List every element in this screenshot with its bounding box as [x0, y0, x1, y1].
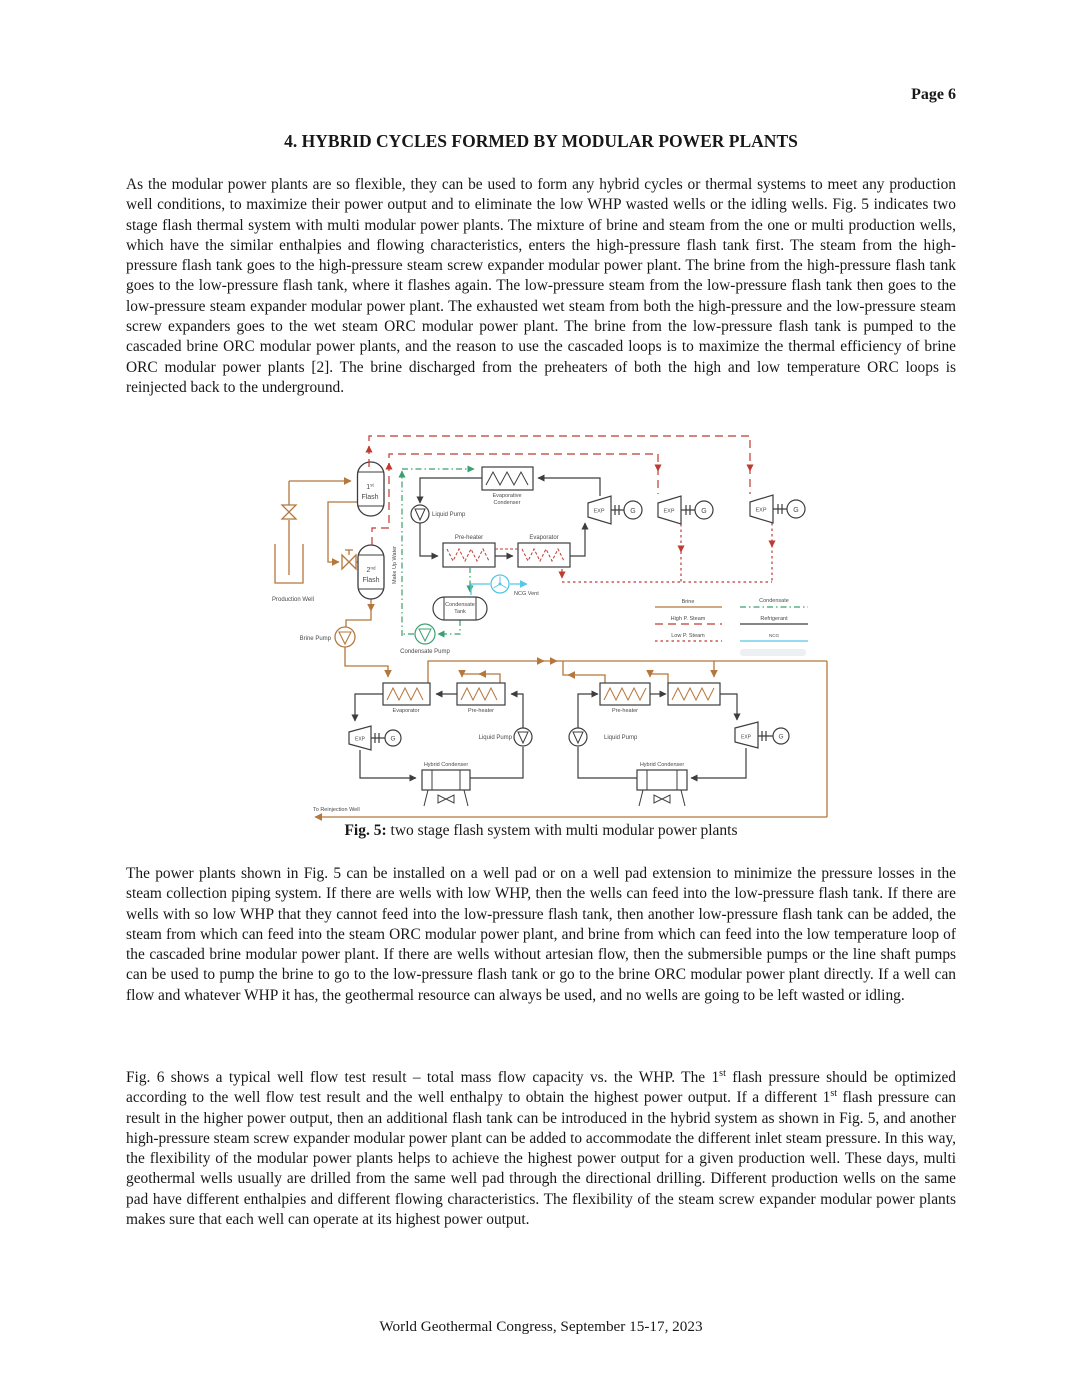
paragraph-3-part-b: flash pressure should be optimized according to the well flow test result and the well enthalpy to obtain the highest power output. If a different 1 [126, 1069, 956, 1107]
bottom-right-expander-generator [735, 722, 789, 748]
high-pressure-steam-lines [369, 436, 750, 545]
paragraph-3 [126, 1068, 956, 1230]
paragraph-2: The power plants shown in Fig. 5 can be installed on a well pad or on a well pad extension to minimize the pressure losses in the steam collection piping system. If there are wells with low WHP, then the wells can feed into the low-pressure flash tank. If there are wells with so low WHP that they cannot feed into the low-pressure flash tank, then another low-pressure flash tank can be added, the steam from which can feed into the steam ORC modular power plant, and brine from which can feed into the low temperature loop of the cascaded brine modular power plant. If there are wells without artesian flow, then the submersible pumps or the line shaft pumps can be used to pump the brine to go to the low-pressure flash tank or go to the brine ORC modular power plant directly. If a well can flow and whatever WHP it has, the geothermal resource can always be used, and no wells are going to be left wasted or idling. [126, 865, 956, 1004]
svg-text:Flash: Flash [361, 494, 379, 501]
brine-pump [335, 627, 355, 647]
svg-text:Condensate: Condensate [445, 602, 475, 608]
svg-text:Brine: Brine [681, 599, 695, 605]
figure-caption-label: Fig. 5: [344, 822, 387, 839]
condensate-tank [433, 597, 487, 620]
top-evaporator [495, 535, 570, 567]
svg-text:1st: 1st [366, 482, 374, 491]
page-number: Page 6 [911, 86, 956, 103]
superscript-st: st [830, 1088, 838, 1100]
svg-text:Condensate Pump: Condensate Pump [400, 649, 450, 655]
svg-text:NCG: NCG [769, 633, 779, 638]
svg-text:Liquid Pump: Liquid Pump [432, 512, 466, 518]
svg-text:Condenser: Condenser [493, 500, 521, 506]
svg-text:2nd: 2nd [366, 565, 376, 574]
svg-text:High P. Steam: High P. Steam [670, 616, 706, 622]
svg-text:Condensate: Condensate [759, 598, 789, 604]
svg-text:G: G [778, 733, 784, 741]
bottom-right-pre-heater [600, 683, 650, 714]
to-reinjection-well-label: To Reinjection Well [313, 807, 360, 813]
svg-text:Evaporator: Evaporator [392, 708, 420, 714]
condensate-pump [400, 624, 450, 655]
svg-text:Hybrid Condenser: Hybrid Condenser [639, 762, 685, 768]
svg-text:Hybrid Condenser: Hybrid Condenser [423, 762, 469, 768]
fan-icon [438, 795, 454, 803]
svg-text:EXP: EXP [740, 734, 752, 741]
footer-text: World Geothermal Congress, September 15-17, 2023 [379, 1318, 703, 1335]
svg-text:Evaporator: Evaporator [529, 535, 559, 541]
section-title: 4. HYBRID CYCLES FORMED BY MODULAR POWER PLANTS [284, 131, 798, 151]
svg-text:EXP: EXP [354, 736, 366, 743]
first-flash-tank [358, 462, 385, 516]
svg-text:Refrigerant: Refrigerant [760, 616, 788, 622]
paragraph-3-part-c: flash pressure can result in the higher power output, then an additional flash tank can be introduced in the hybrid system as shown in Fig. 5, and another high-pressure steam screw expander modular power plant can be added to accommodate the different inlet steam pressure. In this way, the flexibility of the modular power plants helps to achieve the highest power output for a given production well. These days, multi geothermal wells usually are drilled from the same well pad through the directional drilling. Different production wells on the same pad have different enthalpies and different flowing characteristics. The flexibility of the steam screw expander modular power plants makes sure that each well can operate at its highest power output. [126, 1089, 956, 1229]
production-well-label: Production Well [272, 597, 314, 603]
svg-text:NCG Vent: NCG Vent [514, 591, 539, 597]
svg-text:Flash: Flash [362, 577, 380, 584]
bottom-right-hybrid-condenser [637, 762, 687, 806]
paragraph-1: As the modular power plants are so flexible, they can be used to form any hybrid cycles or thermal systems to meet any production well conditions, to maximize their power output and to eliminate the low WHP wasted wells or the idling wells. Fig. 5 indicates two stage flash thermal system with multi modular power plants. The mixture of brine and steam from the one or multi production wells, which have the similar enthalpies and flowing characteristics, enters the high-pressure flash tank first. The steam from the high-pressure flash tank goes to the high-pressure steam screw expander modular power plant. The brine from the high-pressure flash tank goes to the low-pressure flash tank, where it flashes again. The low-pressure steam from the low-pressure flash tank then goes to the low-pressure steam expander modular power plant. The exhausted wet steam from both the high-pressure and the low-pressure steam screw expanders goes to the wet steam ORC modular power plant. The brine from the low-pressure flash tank is pumped to the cascaded brine ORC modular power plants, and the reason to use the cascaded loops is to maximize the thermal efficiency of brine ORC modular power plants [2]. The brine discharged from the preheaters of both the high and low temperature ORC loops is reinjected back to the underground. [126, 176, 956, 396]
bottom-right-evaporator [668, 683, 720, 705]
expander-generator-3 [750, 495, 805, 523]
low-steam-arrows [562, 541, 772, 578]
svg-text:Low P. Steam: Low P. Steam [671, 633, 705, 639]
svg-text:Tank: Tank [454, 609, 466, 615]
wellhead-valve-icon [282, 505, 296, 519]
legend-ghost-row [740, 649, 806, 656]
bottom-left-evaporator [383, 683, 430, 714]
flash2-inlet-valve-icon [342, 550, 356, 569]
bottom-right-liquid-pump [569, 728, 638, 746]
bottom-left-hybrid-condenser [422, 762, 470, 806]
second-flash-tank [358, 545, 384, 599]
svg-text:EXP: EXP [755, 507, 767, 514]
svg-text:Liquid Pump: Liquid Pump [478, 735, 512, 741]
legend [655, 598, 808, 656]
paragraph-3-part-a: Fig. 6 shows a typical well flow test result – total mass flow capacity vs. the WHP. The 1 [126, 1069, 720, 1086]
ncg-vent [471, 575, 539, 597]
expander-generator-2 [658, 496, 713, 524]
fan-icon [654, 795, 670, 803]
svg-text:Pre-heater: Pre-heater [468, 708, 494, 714]
bottom-left-liquid-pump [479, 728, 532, 746]
production-well [275, 481, 351, 583]
make-up-water-label: Make Up Water [392, 545, 398, 585]
figure-caption-text: two stage flash system with multi modular power plants [386, 822, 738, 839]
svg-text:EXP: EXP [663, 508, 675, 515]
svg-text:G: G [793, 507, 799, 514]
svg-text:G: G [701, 508, 707, 515]
evaporative-condenser [482, 467, 533, 506]
brine-pump-label: Brine Pump [299, 636, 331, 642]
figure-caption [126, 822, 956, 840]
svg-text:EXP: EXP [593, 508, 605, 515]
low-pressure-steam-lines [562, 523, 772, 582]
svg-text:Evaporative: Evaporative [492, 493, 522, 499]
top-liquid-pump [411, 505, 466, 523]
steam-arrows [369, 446, 750, 471]
svg-text:Liquid Pump: Liquid Pump [604, 735, 638, 741]
svg-text:G: G [630, 508, 636, 515]
top-pre-heater [443, 535, 495, 567]
svg-text:Pre-heater: Pre-heater [454, 535, 484, 541]
bottom-left-expander-generator [349, 726, 401, 750]
svg-text:G: G [390, 735, 396, 743]
svg-text:Pre-heater: Pre-heater [612, 708, 638, 714]
bottom-left-pre-heater [457, 683, 505, 714]
superscript-st: st [719, 1067, 726, 1079]
expander-generator-1 [588, 496, 642, 524]
